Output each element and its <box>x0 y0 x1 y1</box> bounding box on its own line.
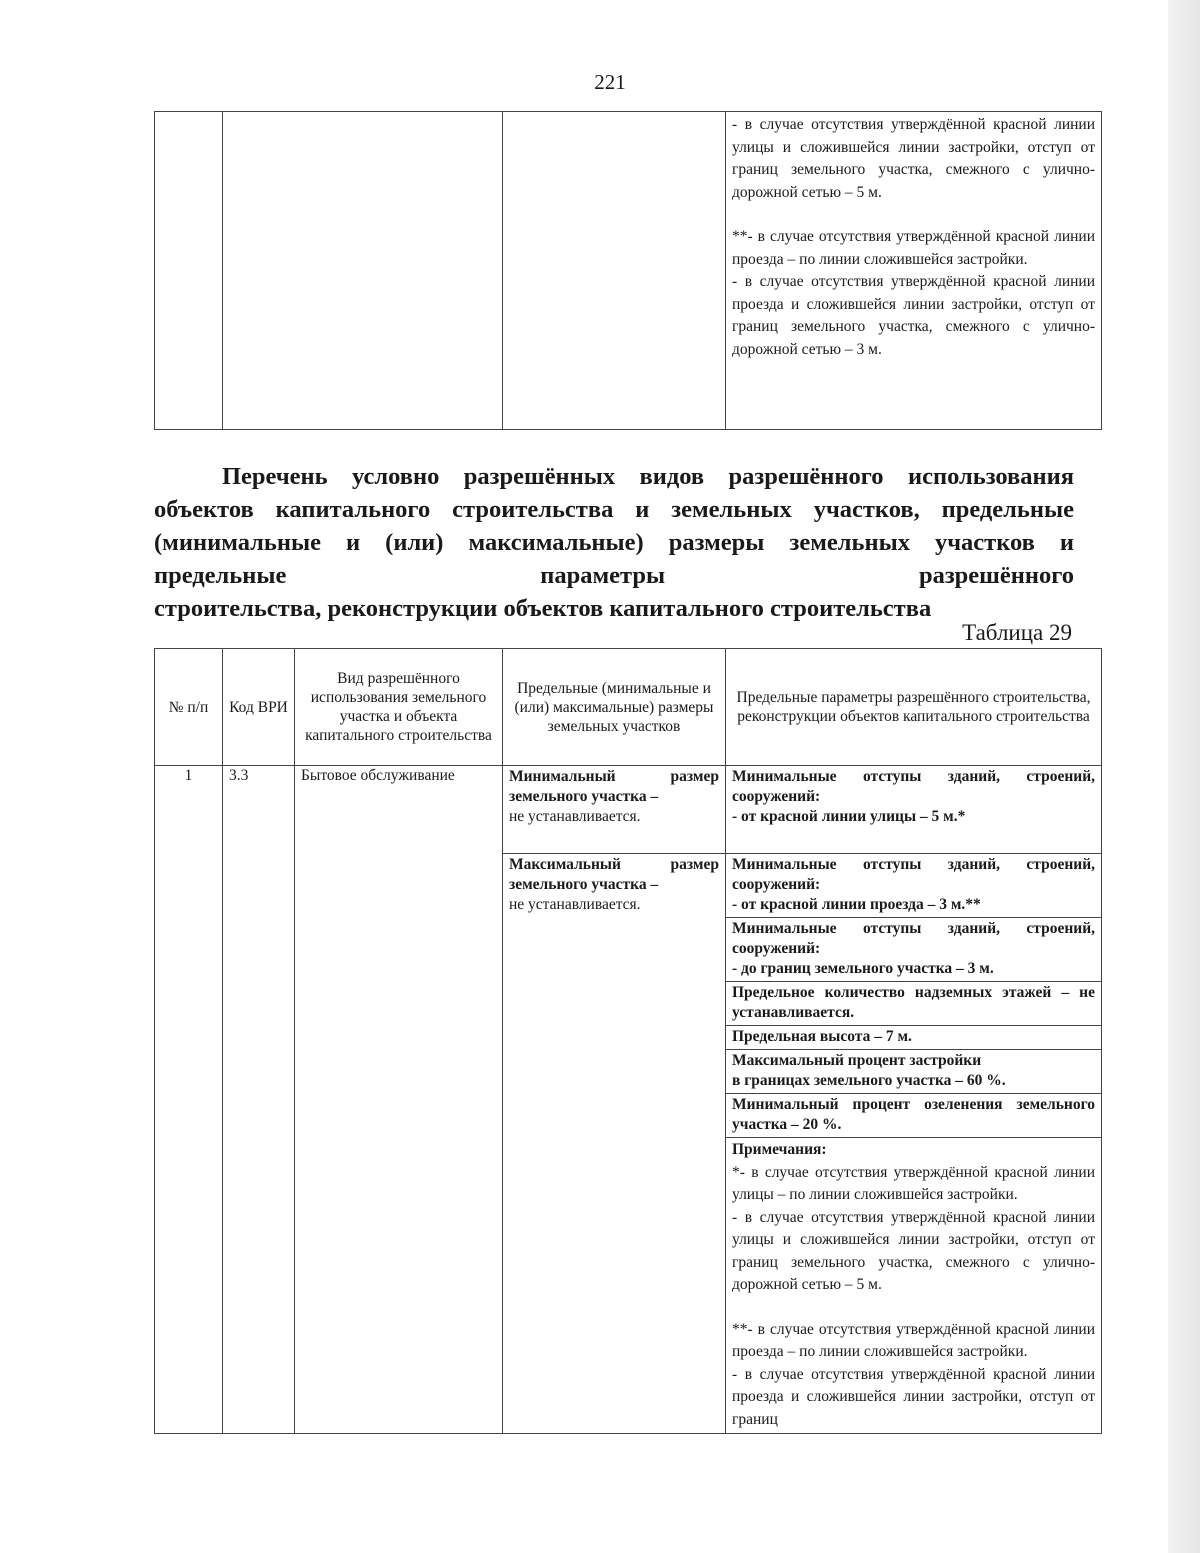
note-line: - в случае отсутствия утверждённой красной линии улицы и сложившейся линии застройки, отступ от границ земельного участка, смежного с улично-дорожной сетью – 5 м. <box>732 116 1095 201</box>
min-size-value: не устанавливается. <box>509 808 641 825</box>
row-code: 3.3 <box>223 766 295 1434</box>
row-num: 1 <box>155 766 223 1434</box>
param-coverage: Максимальный процент застройки в границах земельного участка – 60 %. <box>726 1050 1102 1094</box>
note-gap <box>732 204 1095 226</box>
param-setback-street: Минимальные отступы зданий, строений, сооружений: - от красной линии улицы – 5 м.* <box>726 766 1102 854</box>
page-number: 221 <box>594 70 626 94</box>
note-line: *- в случае отсутствия утверждённой красной линии улицы – по линии сложившейся застройки. <box>732 1163 1095 1203</box>
note-gap <box>732 1297 1095 1319</box>
param-greening: Минимальный процент озеленения земельного участка – 20 %. <box>726 1094 1102 1138</box>
note-line: **- в случае отсутствия утверждённой красной линии проезда – по линии сложившейся застройки. <box>732 228 1095 268</box>
note-line: - в случае отсутствия утверждённой красной линии улицы и сложившейся линии застройки, отступ от границ земельного участка, смежного с улично-дорожной сетью – 5 м. <box>732 1208 1095 1293</box>
header-type: Вид разрешённого использования земельного участка и объекта капитального строительства <box>295 649 503 766</box>
continuation-table <box>154 111 1102 430</box>
row-type: Бытовое обслуживание <box>295 766 503 1434</box>
header-params: Предельные параметры разрешённого строительства, реконструкции объектов капитального строительства <box>726 649 1102 766</box>
header-size: Предельные (минимальные и (или) максимальные) размеры земельных участков <box>503 649 726 766</box>
min-size-label: Минимальный размер земельного участка – <box>509 768 719 805</box>
scan-edge <box>1168 0 1200 1553</box>
note-line: - в случае отсутствия утверждённой красной линии проезда и сложившейся линии застройки, отступ от границ земельного участка, смежного с улично-дорожной сетью – 3 м. <box>732 273 1095 358</box>
table-header-row <box>155 649 1102 766</box>
section-heading <box>154 460 1074 625</box>
regulations-table <box>154 648 1102 1434</box>
cell-type <box>223 112 503 430</box>
max-size-label: Максимальный размер земельного участка – <box>509 856 719 893</box>
heading-line: участков, предельные (минимальные и (или) максимальные) размеры <box>154 496 1075 556</box>
max-size-value: не устанавливается. <box>509 896 641 913</box>
param-height: Предельная высота – 7 м. <box>726 1026 1102 1050</box>
heading-line: Перечень условно разрешённых видов разрешённого <box>222 463 884 490</box>
max-size-cell <box>503 854 726 1434</box>
notes-title: Примечания: <box>732 1141 827 1158</box>
notes-cell <box>726 1138 1102 1434</box>
note-line: - в случае отсутствия утверждённой красной линии проезда и сложившейся линии застройки, отступ от границ <box>732 1365 1095 1428</box>
param-setback-boundary: Минимальные отступы зданий, строений, сооружений: - до границ земельного участка – 3 м. <box>726 918 1102 982</box>
cell-num <box>155 112 223 430</box>
table-label: Таблица 29 <box>962 620 1072 645</box>
header-code: Код ВРИ <box>223 649 295 766</box>
heading-line: земельных участков и предельные параметры разрешённого <box>154 529 1074 589</box>
header-num: № п/п <box>155 649 223 766</box>
param-setback-passage: Минимальные отступы зданий, строений, сооружений: - от красной линии проезда – 3 м.** <box>726 854 1102 918</box>
table-row <box>155 112 1102 430</box>
cell-size <box>503 112 726 430</box>
note-line: **- в случае отсутствия утверждённой красной линии проезда – по линии сложившейся застройки. <box>732 1320 1095 1360</box>
heading-line: использования объектов капитального строительства и земельных <box>154 463 1075 523</box>
continuation-notes <box>726 112 1102 430</box>
min-size-cell <box>503 766 726 854</box>
param-floors: Предельное количество надземных этажей – не устанавливается. <box>726 982 1102 1026</box>
heading-line: строительства, реконструкции объектов капитального строительства <box>154 595 932 622</box>
table-row <box>155 766 1102 854</box>
